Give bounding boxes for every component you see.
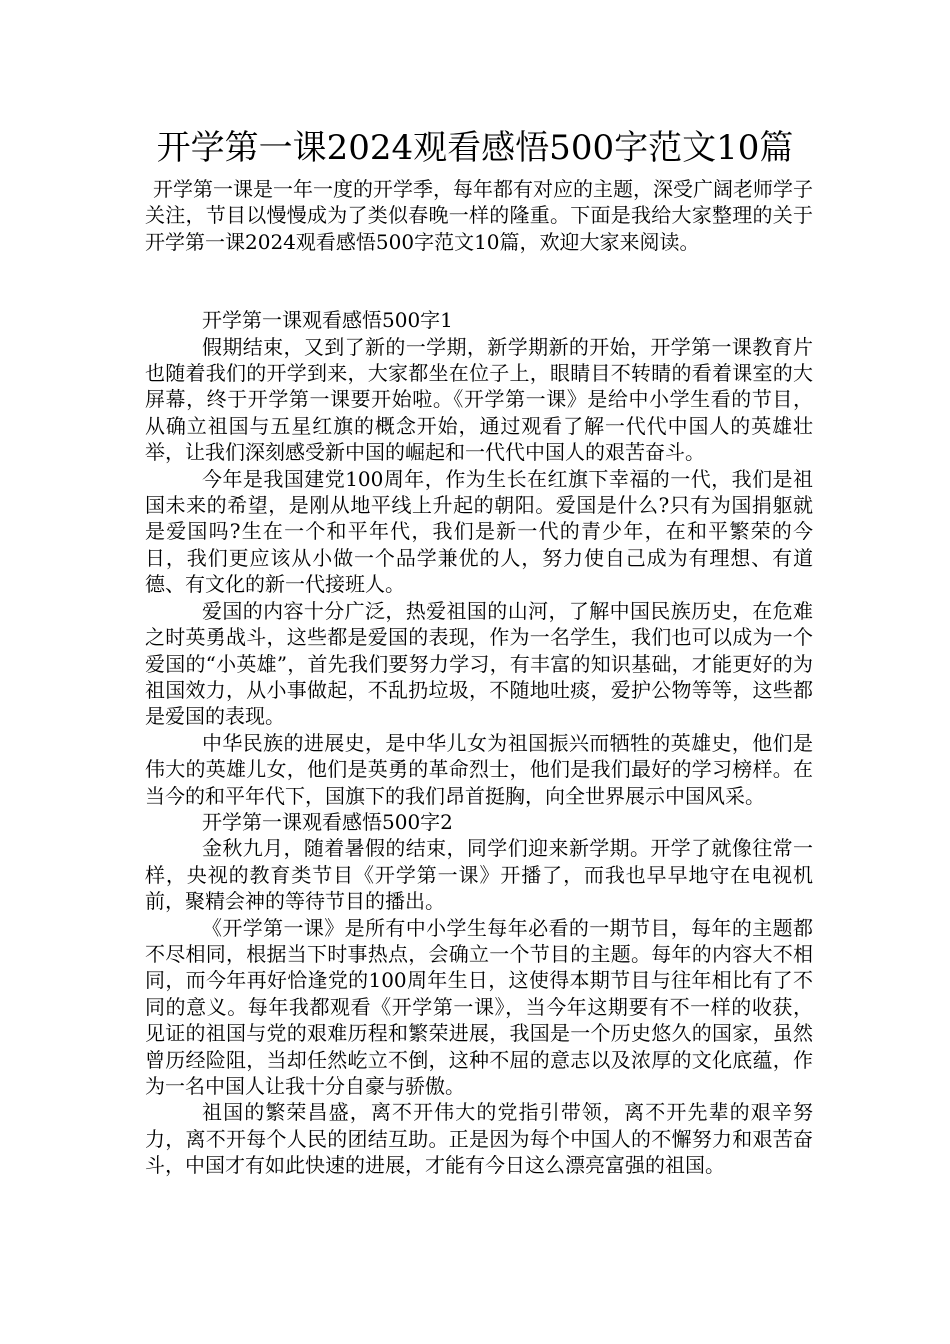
paragraph: 《开学第一课》是所有中小学生每年必看的一期节目，每年的主题都不尽相同，根据当下时事热点，会确立一个节目的主题。每年的内容大不相同，而今年再好恰逢党的100周年生日，这使得本期节目与往年相比有了不同的意义。每年我都观看《开学第一课》，当今年这期要有不一样的收获，见证的祖国与党的艰难历程和繁荣进展，我国是一个历史悠久的国家，虽然曾历经险阻，当却任然屹立不倒，这种不屈的意志以及浓厚的文化底蕴，作为一名中国人让我十分自豪与骄傲。 bbox=[145, 915, 813, 1098]
intro-paragraph: 开学第一课是一年一度的开学季，每年都有对应的主题，深受广阔老师学子关注，节目以慢慢成为了类似春晚一样的隆重。下面是我给大家整理的关于开学第一课2024观看感悟500字范文10篇，欢迎大家来阅读。 bbox=[145, 177, 813, 254]
paragraph-gap bbox=[145, 255, 813, 307]
section-heading-1: 开学第一课观看感悟500字1 bbox=[202, 308, 453, 333]
paragraph: 假期结束，又到了新的一学期，新学期新的开始，开学第一课教育片也随着我们的开学到来，大家都坐在位子上，眼睛目不转睛的看着课室的大屏幕，终于开学第一课要开始啦。《开学第一课》是给中小学生看的节目，从确立祖国与五星红旗的概念开始，通过观看了解一代代中国人的英雄壮举，让我们深刻感受新中国的崛起和一代代中国人的艰苦奋斗。 bbox=[145, 334, 813, 465]
document-body bbox=[145, 176, 813, 1179]
paragraph: 今年是我国建党100周年，作为生长在红旗下幸福的一代，我们是祖国未来的希望，是刚从地平线上升起的朝阳。爱国是什么?只有为国捐躯就是爱国吗?生在一个和平年代，我们是新一代的青少年，在和平繁荣的今日，我们更应该从小做一个品学兼优的人，努力使自己成为有理想、有道德、有文化的新一代接班人。 bbox=[145, 466, 813, 597]
paragraph: 中华民族的进展史，是中华儿女为祖国振兴而牺牲的英雄史，他们是伟大的英雄儿女，他们是英勇的革命烈士，他们是我们最好的学习榜样。在当今的和平年代下，国旗下的我们昂首挺胸，向全世界展示中国风采。 bbox=[145, 730, 813, 808]
paragraph: 金秋九月，随着暑假的结束，同学们迎来新学期。开学了就像往常一样，央视的教育类节目《开学第一课》开播了，而我也早早地守在电视机前，聚精会神的等待节目的播出。 bbox=[145, 836, 813, 914]
document-title: 开学第一课2024观看感悟500字范文10篇 bbox=[156, 128, 794, 168]
paragraph: 祖国的繁荣昌盛，离不开伟大的党指引带领，离不开先辈的艰辛努力，离不开每个人民的团结互助。正是因为每个中国人的不懈努力和艰苦奋斗，中国才有如此快速的进展，才能有今日这么漂亮富强的祖国。 bbox=[145, 1100, 813, 1178]
paragraph: 爱国的内容十分广泛，热爱祖国的山河，了解中国民族历史，在危难之时英勇战斗，这些都是爱国的表现，作为一名学生，我们也可以成为一个爱国的“小英雄”，首先我们要努力学习，有丰富的知识基础，才能更好的为祖国效力，从小事做起，不乱扔垃圾，不随地吐痰，爱护公物等等，这些都是爱国的表现。 bbox=[145, 598, 813, 729]
section-heading-2: 开学第一课观看感悟500字2 bbox=[202, 809, 453, 834]
